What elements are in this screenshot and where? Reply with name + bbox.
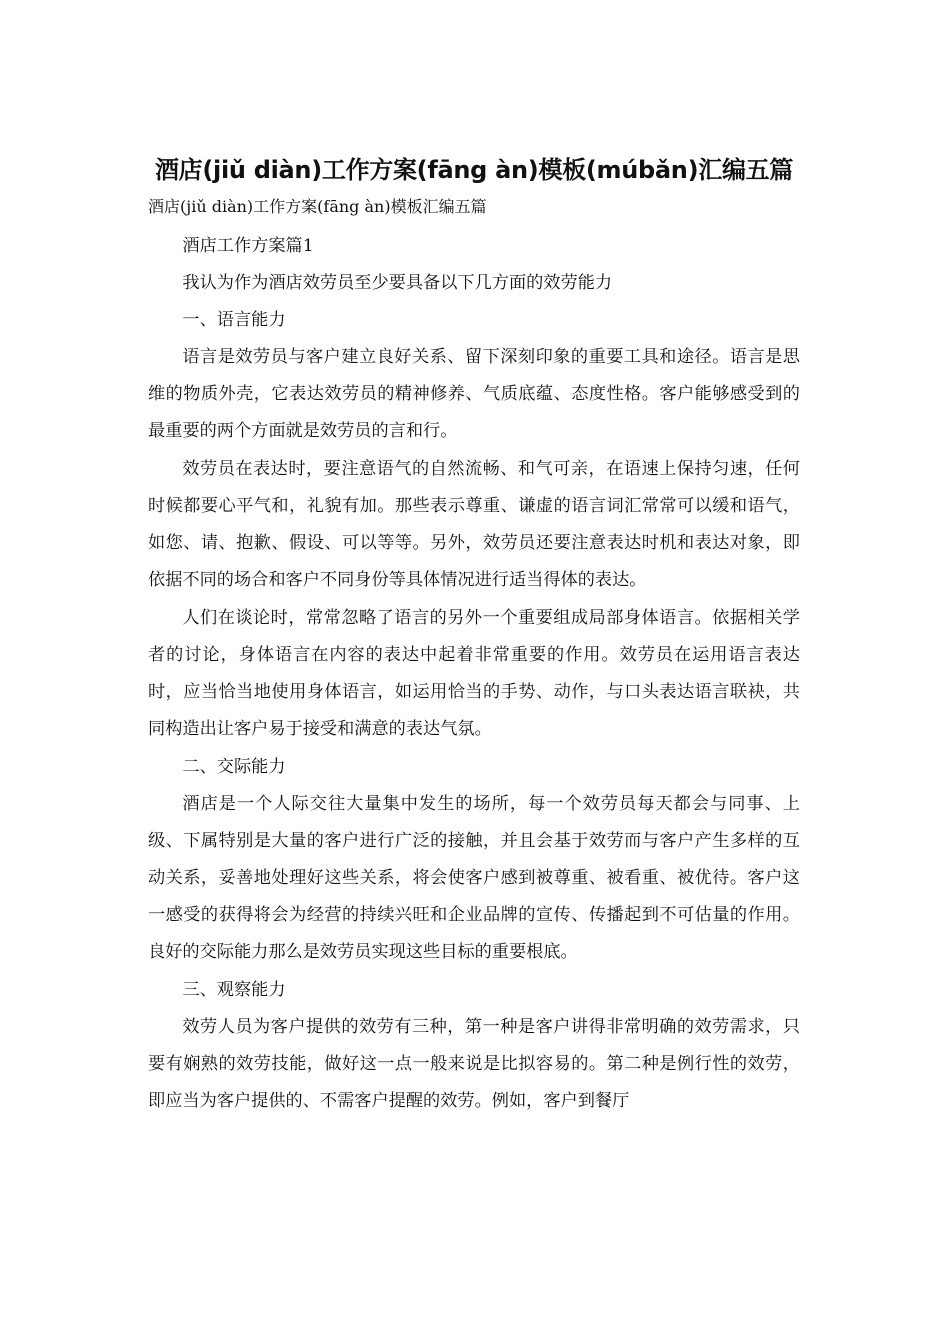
- heading-observation-ability: 三、观察能力: [182, 980, 286, 1001]
- heading-social-ability: 二、交际能力: [182, 757, 286, 778]
- paragraph-language-3: 人们在谈论时，常常忽略了语言的另外一个重要组成局部身体语言。依据相关学者的讨论，身体语言在内容的表达中起着非常重要的作用。效劳员在运用语言表达时，应当恰当地使用身体语言，如运用恰当的手势、动作，与口头表达语言联袂，共同构造出让客户易于接受和满意的表达气氛。: [148, 608, 800, 739]
- document-page: [148, 152, 800, 1120]
- paragraph-language-1: 语言是效劳员与客户建立良好关系、留下深刻印象的重要工具和途径。语言是思维的物质外壳，它表达效劳员的精神修养、气质底蕴、态度性格。客户能够感受到的最重要的两个方面就是效劳员的言和行。: [148, 346, 800, 441]
- paragraph-language-2: 效劳员在表达时，要注意语气的自然流畅、和气可亲，在语速上保持匀速，任何时候都要心平气和，礼貌有加。那些表示尊重、谦虚的语言词汇常常可以缓和语气，如您、请、抱歉、假设、可以等等。另外，效劳员还要注意表达时机和表达对象，即依据不同的场合和客户不同身份等具体情况进行适当得体的表达。: [148, 458, 800, 590]
- document-title: 酒店(jiǔ diàn)工作方案(fāng àn)模板(múbǎn)汇编五篇: [154, 156, 794, 184]
- section-heading-plan-1: 酒店工作方案篇1: [182, 236, 314, 256]
- heading-language-ability: 一、语言能力: [182, 309, 286, 330]
- document-subtitle: 酒店(jiǔ diàn)工作方案(fāng àn)模板汇编五篇: [148, 197, 487, 216]
- paragraph-observation-1: 效劳人员为客户提供的效劳有三种，第一种是客户讲得非常明确的效劳需求，只要有娴熟的效劳技能，做好这一点一般来说是比拟容易的。第二种是例行性的效劳，即应当为客户提供的、不需客户提醒的效劳。例如，客户到餐厅: [148, 1017, 800, 1111]
- paragraph-social-1: 酒店是一个人际交往大量集中发生的场所，每一个效劳员每天都会与同事、上级、下属特别是大量的客户进行广泛的接触，并且会基于效劳而与客户产生多样的互动关系，妥善地处理好这些关系，将会使客户感到被尊重、被看重、被优待。客户这一感受的获得将会为经营的持续兴旺和企业品牌的宣传、传播起到不可估量的作用。良好的交际能力那么是效劳员实现这些目标的重要根底。: [148, 794, 800, 962]
- intro-paragraph: 我认为作为酒店效劳员至少要具备以下几方面的效劳能力: [182, 272, 613, 293]
